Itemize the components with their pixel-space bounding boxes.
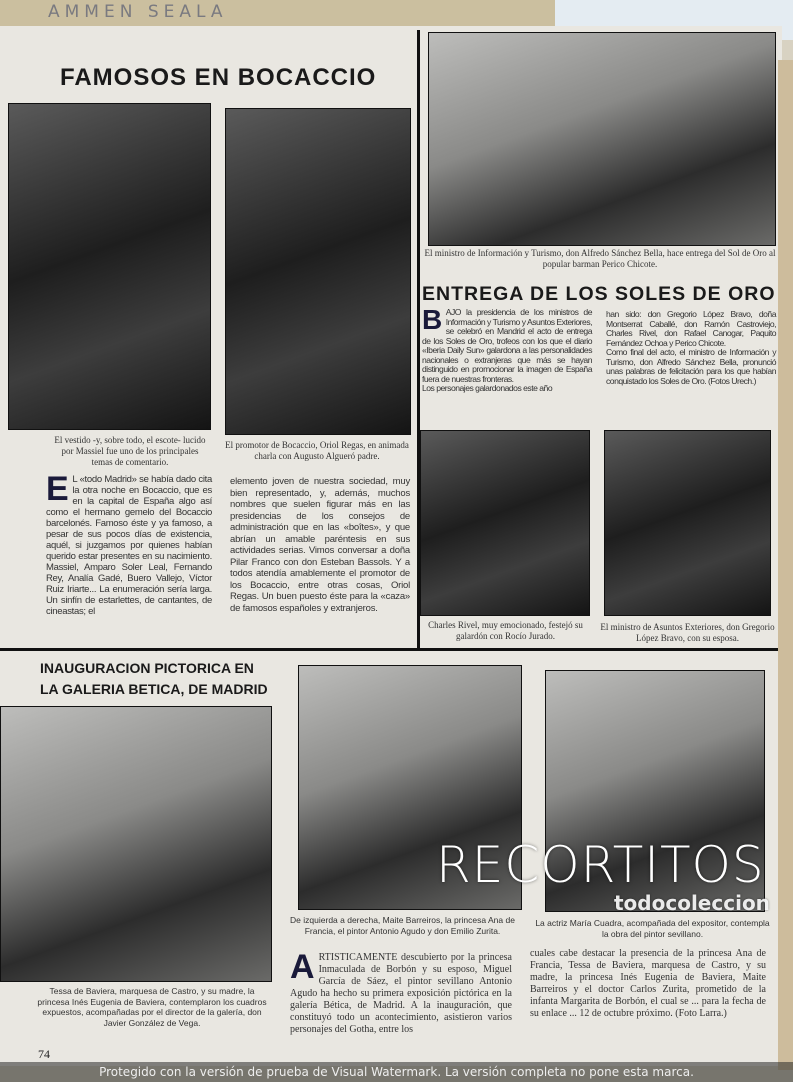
article-col-2: elemento joven de nuestra sociedad, muy bien representado, y, además, muchos nombres que suelen figurar más en las presidencias de los consejos de administración que en las «boîtes», y que abrían un amable paréntesis en sus actividades serias. Vimos conversar a doña Pilar Franco con don Esteban Bassols. Y a todos atendía amablemente el promotor de los Bocaccio, entre otras cosas, Oriol Regas. Un buen puesto éste para la «caza» de famosos españoles y extranjeros. [230, 476, 410, 614]
page-number: 74 [38, 1047, 50, 1061]
soles-col-2: han sido: don Gregorio López Bravo, doña Montserrat Caballé, don Ramón Castroviejo, Charles Rivel, don Rafael Canogar, Paquito Fernández Ochoa y Perico Chicote. Como final del acto, el ministro de Información y Turismo, don Alfredo Sánchez Bella, pronunció unas palabras de felicitación para los que habían conquistado los Soles de Oro. (Fotos Urech.) [606, 309, 776, 386]
article-title-inauguracion [40, 658, 294, 700]
article-col-1 [46, 470, 212, 617]
photo-charles-rivel [420, 430, 590, 616]
caption-oriol-regas: El promotor de Bocaccio, Oriol Regas, en animada charla con Augusto Algueró padre. [225, 440, 409, 461]
title-line: LA GALERIA BETICA, DE MADRID [40, 681, 268, 697]
photo-sol-de-oro [428, 32, 776, 246]
watermark-notice: Protegido con la versión de prueba de Visual Watermark. La versión completa no pone esta marca. [0, 1062, 793, 1082]
photo-massiel [8, 103, 211, 430]
soles-col-1 [422, 304, 592, 394]
section-divider [0, 648, 778, 651]
article-title-soles: ENTREGA DE LOS SOLES DE ORO [422, 283, 776, 305]
drop-cap: B [422, 304, 442, 335]
watermark-site: todocoleccion [614, 891, 770, 915]
inauguracion-col-2: cuales cabe destacar la presencia de la princesa Ana de Francia, Tessa de Baviera, marquesa de Castro, y su madre, la princesa Inés Eugenia de Baviera, Maite Barreiros y el doctor Carlos Zurita, prometido de la infanta Margarita de Borbón, el cual se ... para la fecha de su enlace ... 12 de octubre próximo. (Foto Larra.) [530, 948, 766, 1019]
body-text: RTISTICAMENTE descubierto por la princesa Inmaculada de Borbón y su esposo, Miguel García de Sáez, el pintor sevillano Antonio Agudo ha hecho su primera exposición pictórica en la galería Bética, de Madrid. A la inauguración, que constituyó todo un acontecimiento, asistieron varios personajes del Gotha, entre los [290, 952, 512, 1035]
body-text: L «todo Madrid» se había dado cita la otra noche en Bocaccio, que es en la capital de España algo así como el hermano gemelo del Bocaccio barcelonés. Famoso éste y ya famoso, a pesar de sus pocos días de existencia, aquél, si juzgamos por quienes habían querido estar presentes en su nacimiento. Massiel, Amparo Soler Leal, Fernando Rey, Analía Gadé, Buero Vallejo, Víctor Ruiz Iriarte... La enumeración sería larga. Un sinfín de estarlettes, de cantantes, de cineastas; el [46, 474, 212, 617]
caption-tessa: Tessa de Baviera, marquesa de Castro, y su madre, la princesa Inés Eugenia de Baviera, contemplaron los cuadros expuestos, acompañadas por el director de la galería, don Javier González de Vega. [37, 986, 267, 1028]
caption-lopez-bravo: El ministro de Asuntos Exteriores, don Gregorio López Bravo, con su esposa. [600, 622, 775, 643]
body-text: AJO la presidencia de los ministros de Información y Turismo y Asuntos Exteriores, se celebró en Mandrid el acto de entrega de los Soles de Oro, trofeos con los que el diario «Iberia Daily Sun» galardona a las personalidades nacionales o extranjeras que más se hayan distinguido en promocionar la imagen de España fuera de nuestras fronteras. Los personajes galardonados este año [422, 307, 592, 393]
handwritten-note: AMMEN SEALA [48, 2, 228, 22]
photo-tessa-de-baviera [0, 706, 272, 982]
caption-massiel: El vestido -y, sobre todo, el escote- lucido por Massiel fue uno de los principales temas de comentario. [54, 435, 206, 467]
drop-cap: E [46, 470, 69, 508]
article-title-bocaccio: FAMOSOS EN BOCACCIO [60, 64, 377, 91]
caption-agudo: De izquierda a derecha, Maite Barreiros, la princesa Ana de Francia, el pintor Antonio Agudo y don Emilio Zurita. [290, 915, 515, 936]
caption-sol-de-oro: El ministro de Información y Turismo, don Alfredo Sánchez Bella, hace entrega del Sol de Oro al popular barman Perico Chicote. [424, 248, 776, 269]
caption-charles-rivel: Charles Rivel, muy emocionado, festejó su galardón con Rocío Jurado. [428, 620, 583, 641]
photo-lopez-bravo [604, 430, 771, 616]
drop-cap: A [290, 948, 315, 986]
caption-cuadra: La actriz María Cuadra, acompañada del expositor, contempla la obra del pintor sevillano. [535, 918, 770, 939]
title-line: INAUGURACION PICTORICA EN [40, 660, 254, 676]
photo-oriol-regas [225, 108, 411, 435]
watermark-brand: RECORTITOS [436, 836, 765, 894]
inauguracion-col-1 [290, 948, 512, 1036]
page-edge [778, 60, 793, 1070]
